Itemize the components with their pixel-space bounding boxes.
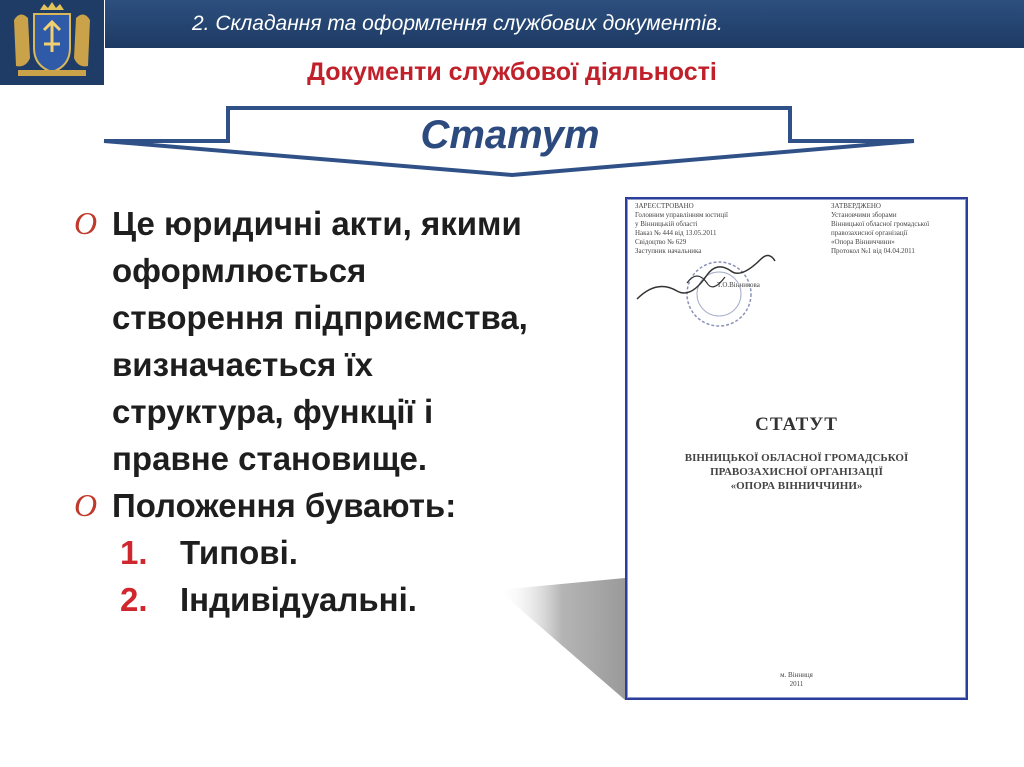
doc-footer (627, 671, 966, 689)
list-item-text: Індивідуальні. (180, 581, 417, 618)
doc-line: Свідоцтво № 629 (635, 238, 687, 246)
stamp-signature-icon (627, 199, 966, 359)
list-number: 2. (120, 581, 148, 618)
doc-line: у Вінницькій області (635, 220, 698, 228)
ribbon-label: Статут (420, 113, 600, 157)
doc-line: Вінницької обласної громадської (831, 220, 930, 228)
doc-line: Установчими зборами (831, 211, 897, 219)
list-item-text: Типові. (180, 534, 298, 571)
doc-line: Головним управлінням юстиції (635, 211, 728, 219)
doc-city: м. Вінниця (780, 671, 813, 679)
doc-line: Протокол №1 від 04.04.2011 (831, 247, 915, 255)
doc-line: ЗАРЕЄСТРОВАНО (635, 202, 694, 210)
doc-org-line: ПРАВОЗАХИСНОЇ ОРГАНІЗАЦІЇ (710, 466, 883, 478)
bullet-marker-icon: O (74, 205, 98, 241)
doc-signer: Т.О.Вінникова (717, 281, 760, 289)
bullet-text: Положення бувають: (112, 487, 457, 524)
doc-year: 2011 (789, 680, 804, 688)
statute-document-image (625, 197, 968, 700)
doc-organization (627, 451, 966, 493)
doc-line: Заступник начальника (635, 247, 702, 255)
slide-subtitle: Документи службової діяльності (307, 58, 717, 86)
doc-title: СТАТУТ (755, 414, 838, 435)
doc-line: Наказ № 444 від 13.05.2011 (635, 229, 717, 237)
doc-line: «Опора Вінниччини» (831, 238, 895, 246)
doc-org-line: ВІННИЦЬКОЇ ОБЛАСНОЇ ГРОМАДСЬКОЇ (684, 452, 909, 464)
doc-org-line: «ОПОРА ВІННИЧЧИНИ» (730, 480, 863, 492)
doc-line: ЗАТВЕРДЖЕНО (831, 202, 881, 210)
bullet-text: Це юридичні акти, якими оформлюється створення підприємства, визначається їх структура, функції і правне становище. (112, 205, 528, 477)
bullet-marker-icon: O (74, 487, 98, 523)
doc-line: правозахисної організації (831, 229, 908, 237)
header-title: 2. Складання та оформлення службових документів. (192, 12, 723, 35)
list-number: 1. (120, 534, 148, 571)
